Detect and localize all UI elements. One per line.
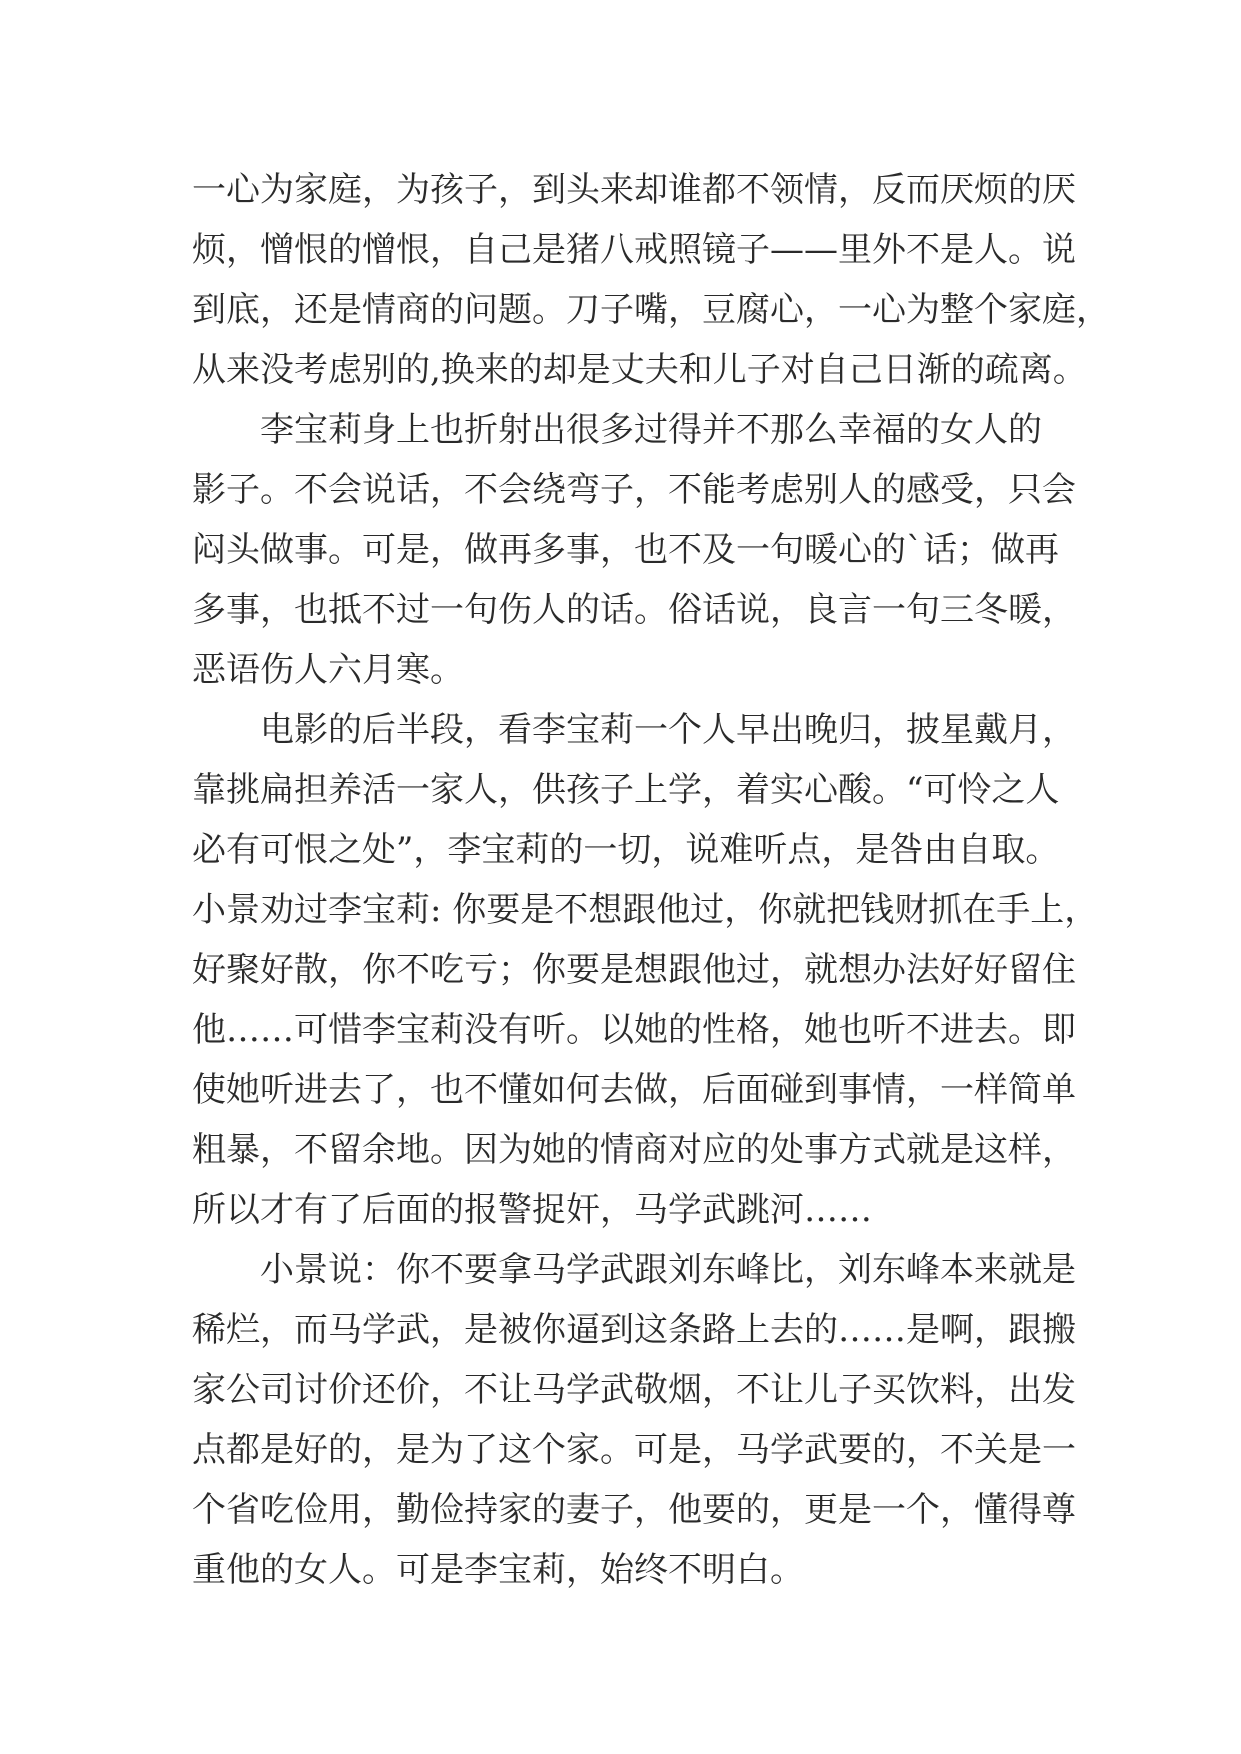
paragraph-3 — [192, 700, 1099, 1240]
paragraph-line: 小景说：你不要拿马学武跟刘东峰比，刘东峰本来就是 — [260, 1250, 1076, 1290]
paragraph-line: 重他的女人。可是李宝莉，始终不明白。 — [192, 1550, 804, 1590]
paragraph-line: 从来没考虑别的,换来的却是丈夫和儿子对自己日渐的疏离。 — [192, 350, 1087, 390]
paragraph-line: 到底，还是情商的问题。刀子嘴，豆腐心，一心为整个家庭， — [192, 290, 1110, 330]
paragraph-line: 电影的后半段，看李宝莉一个人早出晚归，披星戴月， — [260, 710, 1076, 750]
paragraph-line: 烦，憎恨的憎恨，自己是猪八戒照镜子——里外不是人。说 — [192, 230, 1076, 270]
paragraph-line: 个省吃俭用，勤俭持家的妻子，他要的，更是一个，懂得尊 — [192, 1490, 1076, 1530]
paragraph-line: 好聚好散，你不吃亏；你要是想跟他过，就想办法好好留住 — [192, 950, 1076, 990]
paragraph-line: 粗暴，不留余地。因为她的情商对应的处事方式就是这样， — [192, 1130, 1076, 1170]
paragraph-line: 靠挑扁担养活一家人，供孩子上学，着实心酸。“可怜之人 — [192, 770, 1060, 810]
paragraph-line: 稀烂，而马学武，是被你逼到这条路上去的……是啊，跟搬 — [192, 1310, 1076, 1350]
paragraph-line: 李宝莉身上也折射出很多过得并不那么幸福的女人的 — [260, 410, 1042, 450]
paragraph-line: 恶语伤人六月寒。 — [192, 650, 464, 690]
paragraph-line: 他……可惜李宝莉没有听。以她的性格，她也听不进去。即 — [192, 1010, 1076, 1050]
paragraph-line: 小景劝过李宝莉: 你要是不想跟他过，你就把钱财抓在手上， — [192, 890, 1099, 930]
paragraph-line: 点都是好的，是为了这个家。可是，马学武要的，不关是一 — [192, 1430, 1076, 1470]
paragraph-line: 家公司讨价还价，不让马学武敬烟，不让儿子买饮料，出发 — [192, 1370, 1076, 1410]
paragraph-2 — [192, 400, 1076, 700]
paragraph-line: 影子。不会说话，不会绕弯子，不能考虑别人的感受，只会 — [192, 470, 1076, 510]
paragraph-line: 所以才有了后面的报警捉奸，马学武跳河…… — [192, 1190, 872, 1230]
paragraph-line: 必有可恨之处”，李宝莉的一切，说难听点，是咎由自取。 — [192, 830, 1060, 870]
paragraph-1 — [192, 160, 1110, 400]
document-body — [192, 160, 1110, 1600]
paragraph-line: 闷头做事。可是，做再多事，也不及一句暖心的`话；做再 — [192, 530, 1059, 570]
paragraph-line: 使她听进去了，也不懂如何去做，后面碰到事情，一样简单 — [192, 1070, 1076, 1110]
paragraph-line: 一心为家庭，为孩子，到头来却谁都不领情，反而厌烦的厌 — [192, 170, 1076, 210]
paragraph-4 — [192, 1240, 1076, 1600]
paragraph-line: 多事，也抵不过一句伤人的话。俗话说，良言一句三冬暖， — [192, 590, 1076, 630]
